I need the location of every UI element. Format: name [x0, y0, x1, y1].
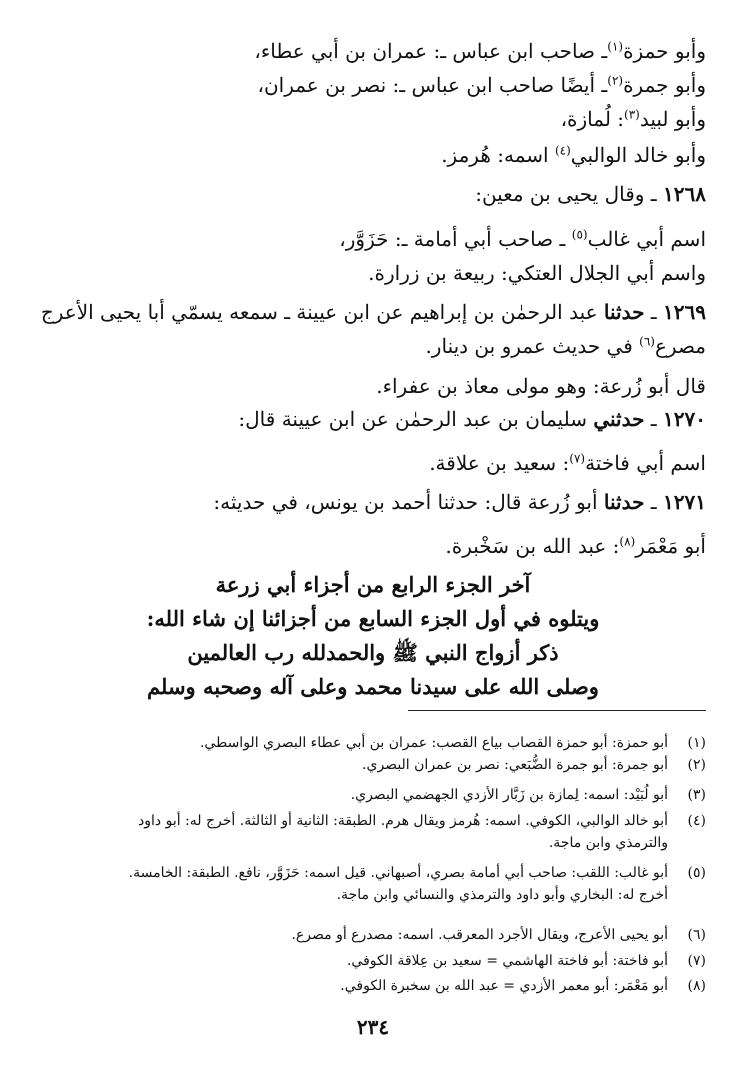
hadith-keyword: حدثنا: [603, 490, 645, 514]
colophon-line: ويتلوه في أول الجزء السابع من أجزائنا إن شاء الله:: [146, 606, 600, 631]
footnote-mark: (٨): [687, 978, 706, 994]
colophon-line: ذكر أزواج النبي ﷺ والحمدلله رب العالمين: [187, 640, 559, 665]
footnote-4: (٤)أبو خالد الوالبي، الكوفي. اسمه: هُرمز ويقال هرم. الطبقة: الثانية أو الثالثة. أخرج له: أبو داود والترمذي وابن ماجة.: [42, 810, 706, 854]
entry-1269: ١٢٦٩ ـ حدثنا عبد الرحمٰن بن إبراهيم عن ابن عيينة ـ سمعه يسمّي أبا يحيى الأعرج: [40, 300, 706, 324]
text-line-abu-jamra: وأبو جمرة$^{(٢)}$ـ أيضًا صاحب ابن عباس ـ: نصر بن عمران،: [257, 73, 706, 97]
text-line-abu-zura: قال أبو زُرعة: وهو مولى معاذ بن عفراء.: [376, 374, 706, 398]
text-line-abu-labid: وأبو لبيد$^{(٣)}$: لُمازة،: [560, 107, 706, 131]
footnote-ref-6[interactable]: (٦): [639, 334, 655, 349]
entry-1269-continuation: مصرع$^{(٦)}$ في حديث عمرو بن دينار.: [425, 334, 706, 358]
footnote-ref-8[interactable]: (٨): [619, 534, 636, 549]
footnote-ref-7[interactable]: (٧): [569, 451, 586, 466]
text-line-abu-fakhita: اسم أبي فاختة$^{(٧)}$: سعيد بن علاقة.: [429, 451, 706, 475]
text-line-abu-hamza: وأبو حمزة$^{(١)}$ـ صاحب ابن عباس ـ: عمران بن أبي عطاء،: [254, 39, 706, 63]
footnote-ref-4[interactable]: (٤): [554, 143, 571, 158]
footnote-mark: (٧): [687, 953, 706, 969]
footnote-5: (٥)أبو غالب: اللقب: صاحب أبي أمامة بصري، أصبهاني. قيل اسمه: حَزَوَّر، نافع. الطبقة: الخامسة. أخرج له: البخاري وأبو داود والترمذي والنسائي وابن ماجة.: [42, 862, 706, 906]
entry-number: ١٢٧١: [663, 490, 706, 514]
footnote-mark: (٢): [687, 757, 706, 773]
footnote-mark: (٣): [687, 787, 706, 803]
text-line-abu-al-jalal: واسم أبي الجلال العتكي: ربيعة بن زرارة.: [368, 261, 706, 285]
footnote-ref-1[interactable]: (١): [607, 39, 624, 54]
text-line-abu-khalid: وأبو خالد الوالبي$^{(٤)}$ اسمه: هُرمز.: [441, 143, 706, 167]
footnote-ref-2[interactable]: (٢): [607, 73, 624, 88]
footnote-ref-3[interactable]: (٣): [624, 107, 640, 122]
footnote-7: (٧)أبو فاختة: أبو فاختة الهاشمي = سعيد بن عِلاقة الكوفي.: [42, 950, 706, 972]
footnote-2: (٢)أبو جمرة: أبو جمرة الضُّبَعي: نصر بن عمران البصري.: [42, 754, 706, 776]
footnote-1: (١)أبو حمزة: أبو حمزة القصاب بياع القصب: عمران بن أبي عطاء البصري الواسطي.: [42, 732, 706, 754]
footnote-mark: (١): [687, 735, 706, 751]
entry-1271: ١٢٧١ ـ حدثنا أبو زُرعة قال: حدثنا أحمد بن يونس، في حديثه:: [213, 490, 706, 514]
footnote-ref-5[interactable]: (٥): [571, 227, 588, 242]
footnote-8: (٨)أبو مَعْمَر: أبو معمر الأزدي = عبد الله بن سخبرة الكوفي.: [42, 975, 706, 997]
page-number: ٢٣٤: [356, 1015, 390, 1039]
entry-number: ١٢٦٩: [663, 300, 706, 324]
entry-number: ١٢٦٨: [663, 182, 706, 206]
entry-number: ١٢٧٠: [663, 407, 706, 431]
colophon-line: آخر الجزء الرابع من أجزاء أبي زرعة: [215, 572, 531, 597]
entry-1270: ١٢٧٠ ـ حدثني سليمان بن عبد الرحمٰن عن ابن عيينة قال:: [238, 407, 706, 431]
footnote-separator: [408, 710, 706, 711]
hadith-keyword: حدثنا: [603, 300, 645, 324]
hadith-keyword: حدثني: [593, 407, 645, 431]
footnote-mark: (٤): [687, 813, 706, 829]
text-line-abu-mamar: أبو مَعْمَر$^{(٨)}$: عبد الله بن سَخْبرة.: [445, 534, 706, 558]
colophon-line: وصلى الله على سيدنا محمد وعلى آله وصحبه وسلم: [147, 674, 599, 699]
footnote-mark: (٦): [687, 927, 706, 943]
text-line-abu-ghalib: اسم أبي غالب$^{(٥)}$ ـ صاحب أبي أمامة ـ: حَزَوَّر،: [339, 227, 706, 251]
footnote-6: (٦)أبو يحيى الأعرج، ويقال الأجرد المعرقب. اسمه: مصدرع أو مصرع.: [42, 924, 706, 946]
entry-1268: ١٢٦٨ ـ وقال يحيى بن معين:: [475, 182, 706, 206]
footnote-mark: (٥): [687, 865, 706, 881]
footnote-3: (٣)أبو لُبَيْد: اسمه: لِمازة بن زَبَّار الأزدي الجهضمي البصري.: [42, 784, 706, 806]
